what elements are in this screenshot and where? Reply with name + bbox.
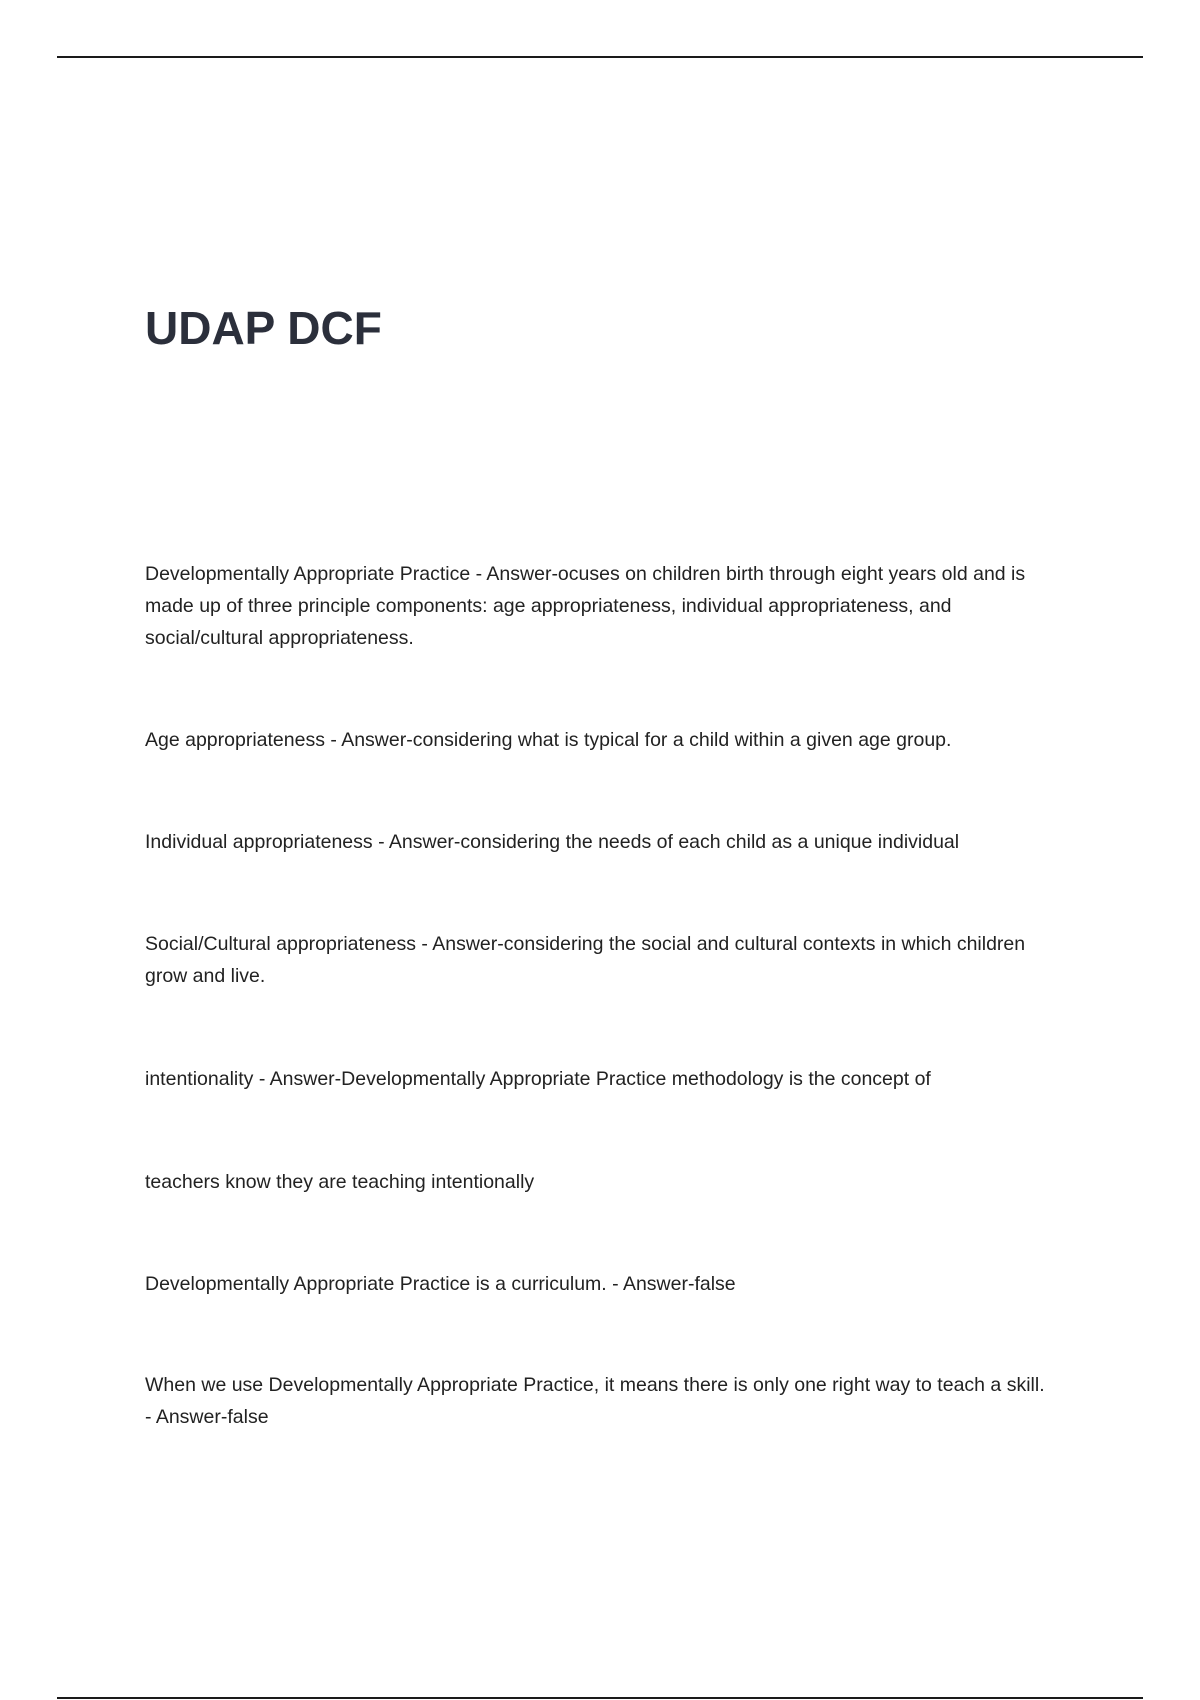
entry-individual-appropriateness: Individual appropriateness - Answer-considering the needs of each child as a unique individual	[145, 831, 960, 853]
entry-dap-curriculum: Developmentally Appropriate Practice is a curriculum. - Answer-false	[145, 1273, 736, 1295]
entry-age-appropriateness: Age appropriateness - Answer-considering what is typical for a child within a given age group.	[145, 729, 952, 751]
entry-one-right-way: When we use Developmentally Appropriate Practice, it means there is only one right way to teach a skill. - Answer-false	[145, 1374, 1045, 1428]
entry-social-cultural-appropriateness: Social/Cultural appropriateness - Answer-considering the social and cultural contexts in which children grow and live.	[145, 933, 1026, 987]
bottom-divider	[57, 1697, 1143, 1699]
entry-intentionality-continued: teachers know they are teaching intentionally	[145, 1171, 535, 1193]
entry-intentionality: intentionality - Answer-Developmentally Appropriate Practice methodology is the concept of	[145, 1068, 931, 1090]
top-divider	[57, 56, 1143, 58]
document-title: UDAP DCF	[145, 302, 382, 354]
entry-developmentally-appropriate-practice: Developmentally Appropriate Practice - Answer-ocuses on children birth through eight years old and is made up of three principle components: age appropriateness, individual appropriateness, and social/cultural appropriateness.	[145, 563, 1026, 649]
